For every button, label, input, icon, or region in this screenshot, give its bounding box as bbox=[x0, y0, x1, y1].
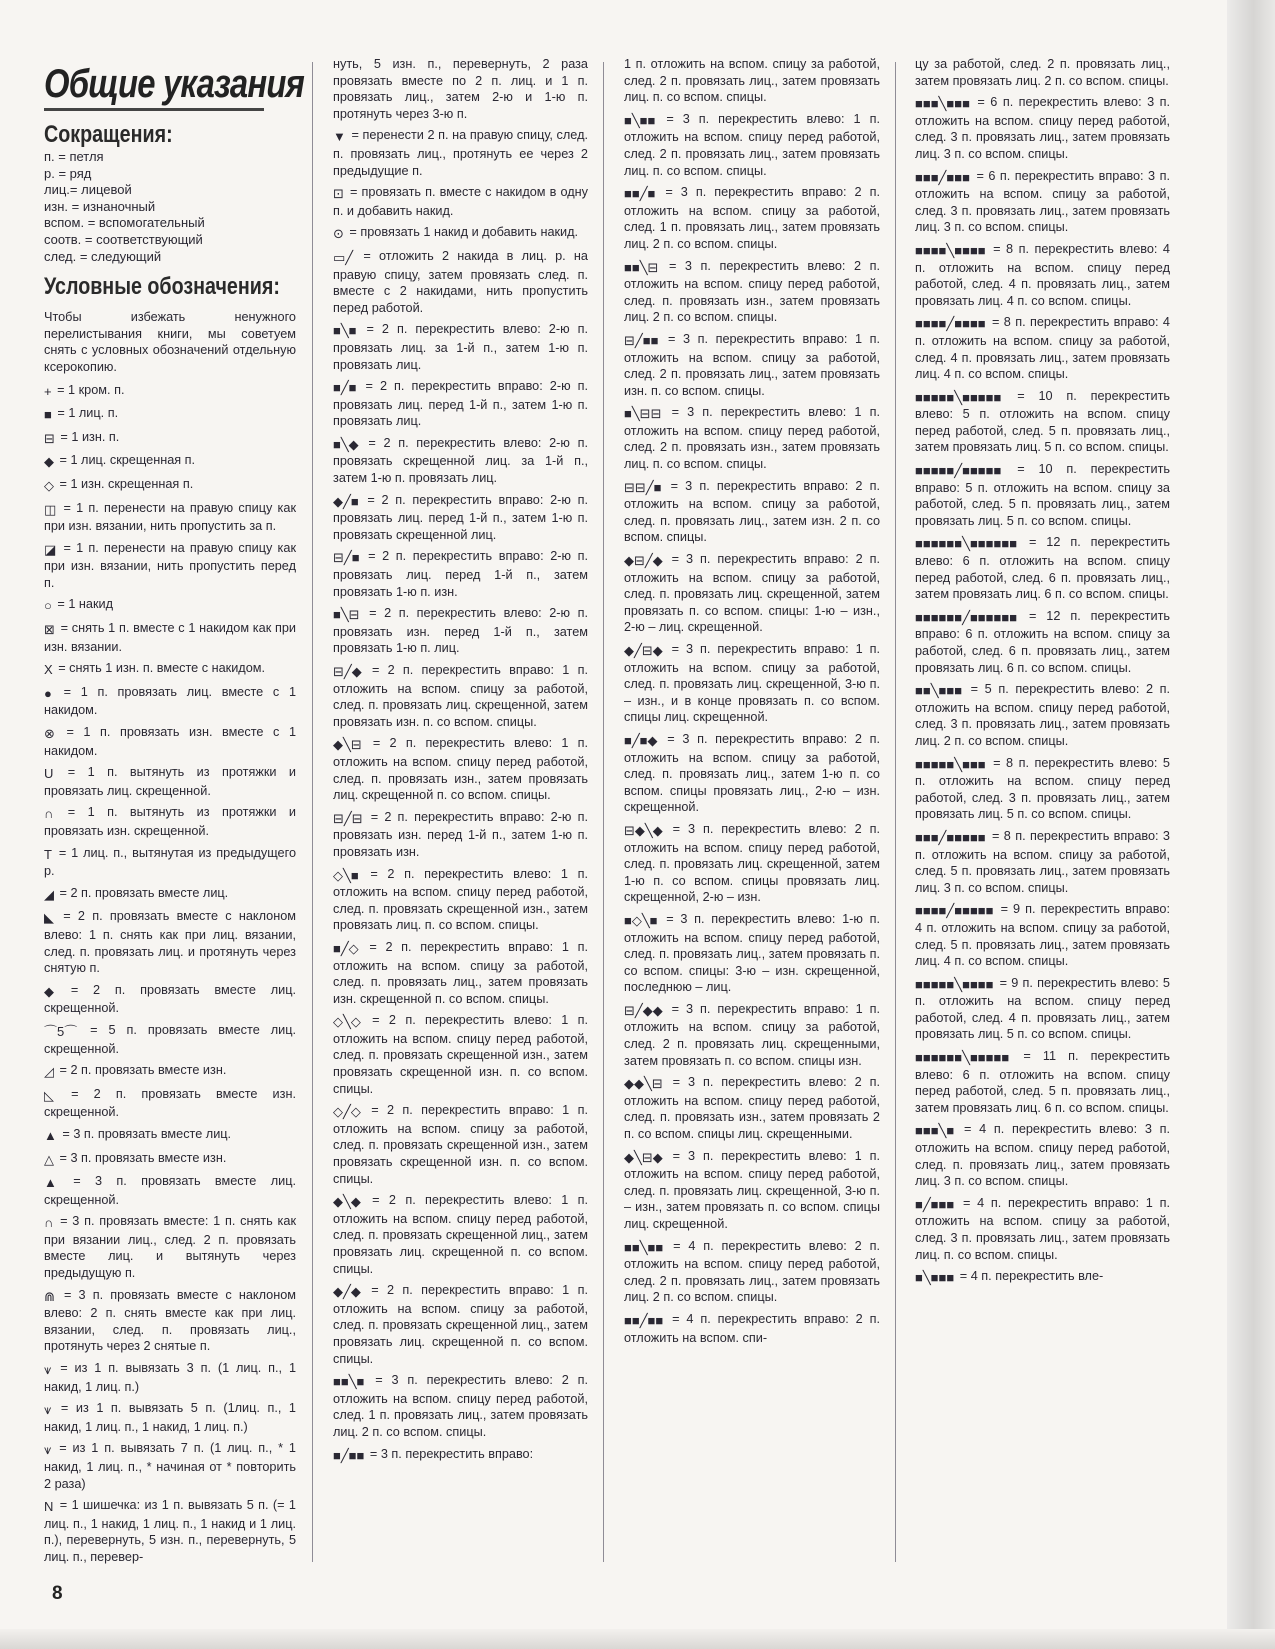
legend-entry bbox=[333, 605, 588, 657]
stitch-symbol-icon: ∩ bbox=[44, 1215, 54, 1231]
stitch-symbol-icon: ◇╲■ bbox=[333, 867, 359, 883]
stitch-symbol-icon: ◆ bbox=[44, 454, 54, 470]
continued-text: нуть, 5 изн. п., перевернуть, 2 раза провязать вместе по 2 п. лиц. и 1 п. провязать лиц., затем 2-ю и 1-ю п. протянуть через 3-ю п. bbox=[333, 57, 588, 121]
legend-entry bbox=[624, 258, 880, 326]
legend-entry bbox=[333, 435, 588, 487]
legend-text: = 2 п. перекрестить влево: 2-ю п. провязать лиц. за 1-й п., затем 1-ю п. провязать лиц. bbox=[333, 322, 588, 372]
stitch-symbol-icon: ■■■■■╲■■■■■ bbox=[915, 389, 1002, 405]
legend-entry bbox=[624, 404, 880, 472]
stitch-symbol-icon: △ bbox=[44, 1151, 54, 1167]
legend-text: = из 1 п. вывязать 3 п. (1 лиц. п., 1 накид, 1 лиц. п.) bbox=[44, 1361, 296, 1394]
legend-text: = 3 п. перекрестить вправо: 2 п. отложить на вспом. спицу за работой, след. п. провязать лиц. скрещенной, затем провязать п. со вспом. спицы: 1-ю – изн., 2-ю – лиц. скрещенной. bbox=[624, 552, 880, 635]
legend-entry bbox=[624, 184, 880, 252]
legend-text: = 2 п. перекрестить вправо: 1 п. отложить на вспом. спицу за работой, след. п. провязать лиц., затем провязать изн. скрещенной п. со вспом. спицы. bbox=[333, 939, 588, 1006]
legend-entry bbox=[915, 828, 1170, 896]
legend-text: = 3 п. перекрестить вправо: 2 п. отложить на вспом. спицу за работой, след. п. провязать лиц., затем 1-ю п. со вспом. спицы провязать лиц., 2-ю – изн. скрещенной. bbox=[624, 731, 880, 815]
legend-text: = из 1 п. вывязать 7 п. (1 лиц. п., * 1 накид, 1 лиц. п., * начиная от * повторить 2 раза) bbox=[44, 1441, 296, 1491]
stitch-symbol-icon: ■■■■■■╲■■■■■ bbox=[915, 1050, 1010, 1066]
legend-text: = 10 п. перекрестить влево: 5 п. отложить на вспом. спицу перед работой, след. 5 п. провязать лиц., затем провязать лиц. 5 п. со вспом. спицы. bbox=[915, 388, 1170, 455]
stitch-symbol-icon: ⩛ bbox=[44, 1362, 52, 1378]
legend-entry bbox=[44, 764, 296, 799]
legend-text: = 2 п. перекрестить влево: 1 п. отложить на вспом. спицу перед работой, след. п. провязать скрещенной изн., затем провязать лиц. п. со вспом. спицы. bbox=[333, 866, 588, 933]
stitch-symbol-icon: ⊗ bbox=[44, 726, 55, 742]
legend-entry bbox=[44, 620, 296, 655]
legend-text: = 6 п. перекрестить влево: 3 п. отложить на вспом. спицу перед работой, след. 3 п. провязать лиц., затем провязать лиц. 3 п. со вспом. спицы. bbox=[915, 95, 1170, 161]
legend-entry bbox=[44, 429, 296, 448]
column-4 bbox=[915, 56, 1170, 1292]
legend-text: = 2 п. перекрестить влево: 1 п. отложить на вспом. спицу перед работой, след. п. провязать скрещенной изн., затем провязать скрещенной изн. п. со вспом. спицы. bbox=[333, 1013, 588, 1096]
legend-text: = 3 п. перекрестить влево: 1 п. отложить на вспом. спицу перед работой, след. 2 п. провязать изн., затем провязать лиц. п. со вспом. спицы. bbox=[624, 405, 880, 472]
symbols-heading: Условные обозначения: bbox=[44, 273, 280, 301]
legend-entry bbox=[333, 248, 588, 316]
stitch-symbol-icon: ■■■■■■╱■■■■■■ bbox=[915, 609, 1018, 625]
stitch-symbol-icon: ⌒5⌒ bbox=[44, 1023, 78, 1039]
legend-text: = 3 п. перекрестить влево: 1-ю п. отложить на вспом. спицу перед работой, след. п. провязать лиц., затем провязать п. со вспом. спицы: 3-ю – изн. скрещенной, последнюю – лиц. bbox=[624, 911, 880, 995]
stitch-symbol-icon: ⊟╱◆ bbox=[333, 664, 362, 679]
legend-text: = 3 п. перекрестить влево: 2 п. отложить на вспом. спицу перед работой, след. п. провязать лиц. скрещенной, затем 1-ю п. со вспом. спицы провязать лиц. скрещенной, 2-ю – изн. bbox=[624, 821, 880, 905]
stitch-symbol-icon: ◆╱◆ bbox=[333, 1284, 361, 1300]
stitch-symbol-icon: ◣ bbox=[44, 910, 54, 926]
stitch-symbol-icon: ◇╲◇ bbox=[333, 1014, 361, 1030]
stitch-symbol-icon: ⊠ bbox=[44, 622, 55, 638]
legend-entry bbox=[624, 911, 880, 996]
legend-entry bbox=[44, 540, 296, 592]
legend-text: = 2 п. перекрестить влево: 1 п. отложить на вспом. спицу перед работой, след. п. провязать скрещенной лиц., затем провязать лиц. скрещенной п. со вспом. спицы. bbox=[333, 1193, 588, 1276]
legend-entry bbox=[44, 1126, 296, 1145]
legend-entry bbox=[333, 662, 588, 730]
legend-text: = 2 п. провязать вместе лиц. скрещенной. bbox=[44, 982, 296, 1016]
stitch-symbol-icon: ◺ bbox=[44, 1087, 54, 1103]
stitch-symbol-icon: ◪ bbox=[44, 541, 57, 557]
legend-text: = 10 п. перекрестить вправо: 5 п. отложить на вспом. спицу за работой, след. 5 п. провязать лиц., затем провязать лиц. 5 п. со вспом. спицы. bbox=[915, 462, 1170, 528]
legend-text: = 12 п. перекрестить вправо: 6 п. отложить на вспом. спицу за работой, след. 6 п. провязать лиц., затем провязать лиц. 6 п. со вспом. спицы. bbox=[915, 608, 1170, 675]
legend-entry bbox=[44, 1213, 296, 1281]
stitch-symbol-icon: ◆◆╲⊟ bbox=[624, 1076, 663, 1092]
legend-text: = 3 п. провязать вместе: 1 п. снять как при вязании лиц., след. 2 п. провязать вместе лиц. и вытянуть через предыдущую п. bbox=[44, 1214, 296, 1281]
legend-entry bbox=[915, 534, 1170, 602]
legend-entry bbox=[44, 596, 296, 615]
stitch-symbol-icon: ■╱■◆ bbox=[624, 732, 658, 748]
column-3 bbox=[624, 56, 880, 1351]
stitch-symbol-icon: ◇╱◇ bbox=[333, 1104, 361, 1120]
legend-entry bbox=[915, 1195, 1170, 1263]
legend-text: = 2 п. перекрестить вправо: 2-ю п. провязать лиц. перед 1-й п., затем 1-ю п. провязать лиц. bbox=[333, 379, 588, 429]
symbol-list-col4 bbox=[915, 94, 1170, 1287]
legend-text: = 3 п. перекрестить вправо: 1 п. отложить на вспом. спицу за работой, след. 2 п. провязать лиц., затем провязать изн. п. со вспом. спицы. bbox=[624, 331, 880, 398]
legend-text: = 8 п. перекрестить влево: 5 п. отложить на вспом. спицу перед работой, след. 3 п. провязать лиц., затем провязать лиц. 5 п. со вспом. спицы. bbox=[915, 755, 1170, 822]
legend-text: = 5 п. перекрестить влево: 2 п. отложить на вспом. спицу перед работой, след. 3 п. провязать лиц., затем провязать лиц. 2 п. со вспом. спицы. bbox=[915, 682, 1170, 748]
stitch-symbol-icon: ■■╱■■ bbox=[624, 1312, 664, 1328]
column-divider bbox=[603, 62, 604, 1562]
legend-entry bbox=[915, 168, 1170, 236]
legend-entry bbox=[333, 1372, 588, 1440]
stitch-symbol-icon: ▭╱ bbox=[333, 249, 354, 265]
abbreviation-item: след. = следующий bbox=[44, 248, 162, 264]
legend-entry bbox=[333, 809, 588, 861]
legend-entry bbox=[44, 982, 296, 1017]
abbreviation-item: изн. = изнаночный bbox=[44, 198, 156, 214]
legend-text: = 11 п. перекрестить влево: 6 п. отложить на вспом. спицу перед работой, след. 5 п. провязать лиц., затем провязать лиц. 6 п. со вспом. спицы. bbox=[915, 1049, 1170, 1115]
continued-text: 1 п. отложить на вспом. спицу за работой, след. 2 п. провязать лиц., затем провязать лиц. п. со вспом. спицы. bbox=[624, 57, 880, 105]
stitch-symbol-icon: ⊙ bbox=[333, 226, 344, 242]
legend-entry bbox=[624, 1148, 880, 1233]
stitch-symbol-icon: ⊟╱◆◆ bbox=[624, 1002, 663, 1018]
stitch-symbol-icon: U bbox=[44, 766, 54, 782]
abbreviation-item: соотв. = соответствующий bbox=[44, 231, 203, 247]
legend-entry bbox=[333, 378, 588, 430]
symbol-list-col3 bbox=[624, 111, 880, 1346]
legend-text: = 6 п. перекрестить вправо: 3 п. отложить на вспом. спицу за работой, след. 3 п. провязать лиц., затем провязать лиц. 3 п. со вспом. спицы. bbox=[915, 168, 1170, 235]
legend-entry bbox=[44, 1150, 296, 1169]
stitch-symbol-icon: ○ bbox=[44, 598, 52, 614]
legend-text: = 2 п. перекрестить влево: 2-ю п. провязать скрещенной лиц. за 1-й п., затем 1-ю п. провязать лиц. bbox=[333, 435, 588, 486]
legend-text: = 8 п. перекрестить вправо: 4 п. отложить на вспом. спицу за работой, след. 4 п. провязать лиц., затем провязать лиц. 4 п. со вспом. спицы. bbox=[915, 315, 1170, 382]
stitch-symbol-icon: ⊟⊟╱■ bbox=[624, 479, 662, 495]
legend-text: = 1 п. перенести на правую спицу как при изн. вязании, нить пропустить перед п. bbox=[44, 540, 296, 590]
column-divider bbox=[312, 62, 313, 1562]
legend-text: = 2 п. перекрестить вправо: 1 п. отложить на вспом. спицу за работой, след. п. провязать скрещенной изн., затем провязать скрещенной изн. п. со вспом. спицы. bbox=[333, 1103, 588, 1186]
intro-text: Чтобы избежать ненужного перелистывания книги, мы советуем снять с условных обозначений отдельную ксерокопию. bbox=[44, 310, 296, 374]
legend-entry bbox=[624, 731, 880, 816]
legend-text: = 1 лиц. п. bbox=[53, 406, 119, 421]
legend-text: = 3 п. перекрестить влево: 2 п. отложить на вспом. спицу перед работой, след. п. провязать изн., затем провязать лиц. 2 п. со вспом. спицы. bbox=[624, 258, 880, 325]
legend-entry bbox=[915, 241, 1170, 309]
legend-text: = 9 п. перекрестить влево: 5 п. отложить на вспом. спицу перед работой, след. 4 п. провязать лиц., затем провязать лиц. 5 п. со вспом. спицы. bbox=[915, 975, 1170, 1042]
legend-entry bbox=[44, 660, 296, 679]
legend-text: = 4 п. перекрестить вле- bbox=[956, 1269, 1104, 1284]
abbreviation-item: вспом. = вспомогательный bbox=[44, 215, 205, 231]
page-title: Общие указания bbox=[44, 62, 305, 106]
continued-text: цу за работой, след. 2 п. провязать лиц., затем провязать лиц. 2 п. со вспом. спицы. bbox=[915, 57, 1170, 88]
abbreviations-heading: Сокращения: bbox=[44, 121, 173, 148]
legend-text: = 2 п. перекрестить вправо: 2-ю п. провязать лиц. перед 1-й п., затем провязать 1-ю п. изн. bbox=[333, 549, 588, 599]
legend-entry bbox=[915, 1121, 1170, 1189]
legend-text: = 3 п. перекрестить влево: 2 п. отложить на вспом. спицу перед работой, след. 1 п. провязать лиц., затем провязать лиц. 2 п. со вспом. спицы. bbox=[333, 1373, 588, 1439]
legend-entry bbox=[44, 1062, 296, 1081]
legend-text: = из 1 п. вывязать 5 п. (1лиц. п., 1 накид, 1 лиц. п., 1 накид, 1 лиц. п.) bbox=[44, 1401, 296, 1434]
legend-text: = 3 п. перекрестить влево: 1 п. отложить на вспом. спицу перед работой, след. 2 п. провязать лиц., затем провязать лиц. п. со вспом. спицы. bbox=[624, 111, 880, 178]
legend-text: = 4 п. перекрестить влево: 3 п. отложить на вспом. спицу перед работой, след. п. провязать лиц., затем провязать лиц. 3 п. со вспом. спицы. bbox=[915, 1122, 1170, 1189]
legend-text: = 1 п. вытянуть из протяжки и провязать изн. скрещенной. bbox=[44, 805, 296, 838]
legend-text: = 2 п. провязать вместе изн. скрещенной. bbox=[44, 1086, 296, 1120]
stitch-symbol-icon: ■◇╲■ bbox=[624, 912, 658, 928]
legend-text: = провязать 1 накид и добавить накид. bbox=[345, 225, 579, 240]
abbreviation-item: р. = ряд bbox=[44, 165, 92, 181]
stitch-symbol-icon: ◆ bbox=[44, 983, 54, 999]
stitch-symbol-icon: ■■╲■ bbox=[333, 1374, 365, 1390]
legend-entry bbox=[333, 735, 588, 803]
legend-text: = 4 п. перекрестить вправо: 1 п. отложить на вспом. спицу за работой, след. 3 п. провязать лиц., затем провязать лиц. п. со вспом. спицы. bbox=[915, 1195, 1170, 1262]
legend-text: = 2 п. провязать вместе изн. bbox=[56, 1063, 227, 1078]
stitch-symbol-icon: ⊟◆╲◆ bbox=[624, 822, 663, 838]
legend-entry bbox=[624, 331, 880, 399]
legend-text: = 2 п. перекрестить влево: 1 п. отложить на вспом. спицу перед работой, след. п. провязать изн., затем провязать лиц. скрещенной п. со вспом. спицы. bbox=[333, 736, 588, 803]
legend-text: = 2 п. перекрестить вправо: 2-ю п. провязать изн. перед 1-й п., затем 1-ю п. провязать изн. bbox=[333, 809, 588, 859]
legend-entry bbox=[915, 901, 1170, 969]
legend-entry bbox=[333, 1192, 588, 1277]
stitch-symbol-icon: ■╱◇ bbox=[333, 940, 359, 956]
legend-text: = 1 п. провязать лиц. вместе с 1 накидом. bbox=[44, 684, 296, 718]
title-underline bbox=[44, 108, 264, 111]
legend-entry bbox=[624, 551, 880, 636]
legend-entry bbox=[44, 405, 296, 424]
stitch-symbol-icon: ∩ bbox=[44, 806, 54, 822]
stitch-symbol-icon: ◆╲⊟◆ bbox=[624, 1149, 663, 1165]
legend-entry bbox=[915, 608, 1170, 676]
legend-entry bbox=[333, 939, 588, 1007]
legend-entry bbox=[44, 885, 296, 904]
stitch-symbol-icon: ■■╲■■■ bbox=[915, 683, 963, 699]
legend-entry bbox=[333, 548, 588, 600]
legend-entry bbox=[44, 908, 296, 976]
stitch-symbol-icon: ■■■╲■ bbox=[915, 1123, 955, 1139]
legend-entry bbox=[44, 1360, 296, 1395]
stitch-symbol-icon: ▲ bbox=[44, 1127, 57, 1143]
stitch-symbol-icon: ■■■■╱■■■■■ bbox=[915, 903, 994, 919]
stitch-symbol-icon: + bbox=[44, 383, 52, 399]
legend-entry bbox=[44, 845, 296, 880]
legend-text: = 3 п. провязать вместе лиц. bbox=[58, 1126, 232, 1141]
legend-entry bbox=[915, 1268, 1170, 1287]
stitch-symbol-icon: ● bbox=[44, 685, 52, 701]
legend-text: = отложить 2 накида в лиц. р. на правую спицу, затем провязать след. п. вместе с 2 накидами, нить пропустить перед работой. bbox=[333, 248, 588, 315]
legend-entry bbox=[44, 684, 296, 719]
legend-entry bbox=[624, 478, 880, 546]
stitch-symbol-icon: ■╲■ bbox=[333, 323, 357, 339]
legend-text: = 2 п. перекрестить влево: 2-ю п. провязать изн. перед 1-й п., затем провязать 1-ю п. лиц. bbox=[333, 606, 588, 656]
stitch-symbol-icon: ⊟╱⊟ bbox=[333, 810, 363, 826]
legend-entry bbox=[333, 1012, 588, 1097]
legend-text: = 1 п. вытянуть из протяжки и провязать лиц. скрещенной. bbox=[44, 765, 296, 798]
stitch-symbol-icon: ⊟ bbox=[44, 430, 55, 446]
legend-entry bbox=[44, 500, 296, 535]
legend-text: = снять 1 изн. п. вместе с накидом. bbox=[54, 661, 266, 676]
legend-entry bbox=[333, 321, 588, 373]
column-1 bbox=[44, 56, 305, 1571]
legend-text: = 1 п. перенести на правую спицу как при изн. вязании, нить пропустить за п. bbox=[44, 500, 296, 534]
stitch-symbol-icon: ◆╱■ bbox=[333, 493, 359, 509]
stitch-symbol-icon: ◆╲◆ bbox=[333, 1194, 361, 1210]
legend-entry bbox=[915, 975, 1170, 1043]
abbreviations-list bbox=[44, 149, 296, 265]
abbreviation-item: лиц.= лицевой bbox=[44, 182, 132, 198]
legend-entry bbox=[333, 127, 588, 179]
stitch-symbol-icon: ■╱■ bbox=[333, 380, 357, 396]
stitch-symbol-icon: X bbox=[44, 662, 53, 678]
legend-entry bbox=[44, 1086, 296, 1121]
stitch-symbol-icon: ■■■■╱■■■■ bbox=[915, 316, 986, 332]
legend-entry bbox=[333, 224, 588, 243]
legend-text: = 3 п. перекрестить вправо: 1 п. отложить на вспом. спицу за работой, след. 2 п. провязать лиц. скрещенными, затем провязать п. со вспом. спицы изн. bbox=[624, 1001, 880, 1068]
stitch-symbol-icon: N bbox=[44, 1499, 54, 1515]
stitch-symbol-icon: ■╱■■■ bbox=[915, 1196, 955, 1212]
stitch-symbol-icon: ⊟╱■ bbox=[333, 550, 360, 566]
stitch-symbol-icon: ■■■■■╲■■■ bbox=[915, 756, 986, 772]
legend-text: = 3 п. перекрестить вправо: bbox=[366, 1446, 534, 1461]
legend-text: = 2 п. перекрестить вправо: 1 п. отложить на вспом. спицу за работой, след. п. провязать скрещенной лиц., затем провязать лиц. скрещенной п. со вспом. спицы. bbox=[333, 1283, 588, 1366]
stitch-symbol-icon: ◆╲⊟ bbox=[333, 737, 362, 753]
legend-entry bbox=[915, 755, 1170, 823]
legend-text: = провязать п. вместе с накидом в одну п. и добавить накид. bbox=[333, 185, 588, 218]
stitch-symbol-icon: ■╲⊟ bbox=[333, 607, 360, 623]
stitch-symbol-icon: ■╲◆ bbox=[333, 436, 359, 452]
legend-entry bbox=[333, 1282, 588, 1367]
legend-text: = 3 п. перекрестить вправо: 2 п. отложить на вспом. спицу за работой, след. 1 п. провязать лиц., затем провязать лиц. 2 п. со вспом. спицы. bbox=[624, 185, 880, 251]
stitch-symbol-icon: ◢ bbox=[44, 886, 54, 902]
stitch-symbol-icon: ⩛ bbox=[44, 1442, 52, 1458]
legend-text: = 5 п. провязать вместе лиц. скрещенной. bbox=[44, 1022, 296, 1056]
legend-text: = 1 изн. п. bbox=[56, 429, 120, 444]
legend-text: = 2 п. провязать вместе с наклоном влево: 1 п. снять как при лиц. вязании, след. п. провязать лиц. и протянуть через снятую п. bbox=[44, 909, 296, 976]
legend-text: = 3 п. провязать вместе лиц. скрещенной. bbox=[44, 1174, 296, 1207]
legend-entry bbox=[915, 314, 1170, 382]
legend-text: = 12 п. перекрестить влево: 6 п. отложить на вспом. спицу перед работой, след. 6 п. провязать лиц., затем провязать лиц. 6 п. со вспом. спицы. bbox=[915, 535, 1170, 602]
stitch-symbol-icon: ⊟╱■■ bbox=[624, 332, 659, 348]
legend-text: = 3 п. перекрестить вправо: 2 п. отложить на вспом. спицу за работой, след. п. провязать лиц., затем изн. 2 п. со вспом. спицы. bbox=[624, 478, 880, 545]
legend-entry bbox=[44, 1400, 296, 1435]
legend-entry bbox=[333, 1102, 588, 1187]
legend-text: = 1 лиц. скрещенная п. bbox=[56, 453, 196, 468]
legend-entry bbox=[44, 1173, 296, 1208]
legend-entry bbox=[333, 866, 588, 934]
legend-text: = 3 п. перекрестить влево: 1 п. отложить на вспом. спицу перед работой, след. п. провязать лиц. скрещенной, 3-ю п. – изн., затем провязать п. со вспом. спицы лиц. скрещенной. bbox=[624, 1148, 880, 1231]
legend-entry bbox=[44, 1497, 296, 1565]
stitch-symbol-icon: ◆╱⊟◆ bbox=[624, 643, 663, 658]
legend-text: = 1 изн. скрещенная п. bbox=[56, 476, 194, 491]
stitch-symbol-icon: ■■╲■■ bbox=[624, 1239, 664, 1255]
legend-entry bbox=[44, 1287, 296, 1355]
legend-text: = перенести 2 п. на правую спицу, след. п. провязать лиц., протянуть ее через 2 предыдущие п. bbox=[333, 128, 588, 178]
legend-entry bbox=[915, 461, 1170, 529]
legend-text: = 2 п. перекрестить вправо: 2-ю п. провязать лиц. перед 1-й п., затем 1-ю п. провязать скрещенной лиц. bbox=[333, 492, 588, 542]
stitch-symbol-icon: ■╲⊟⊟ bbox=[624, 406, 662, 422]
legend-entry bbox=[915, 388, 1170, 456]
legend-entry bbox=[915, 681, 1170, 749]
stitch-symbol-icon: ▲ bbox=[44, 1175, 57, 1191]
stitch-symbol-icon: ◫ bbox=[44, 501, 57, 517]
legend-entry bbox=[915, 1048, 1170, 1116]
legend-text: = 3 п. провязать вместе с наклоном влево: 2 п. снять вместе как при лиц. вязании, след. п. провязать лиц., протянуть через 2 снятые п. bbox=[44, 1287, 296, 1354]
legend-text: = 2 п. провязать вместе лиц. bbox=[56, 885, 229, 900]
legend-entry bbox=[44, 452, 296, 471]
column-2 bbox=[333, 56, 588, 1469]
stitch-symbol-icon: ⊡ bbox=[333, 186, 344, 202]
stitch-symbol-icon: ◿ bbox=[44, 1064, 54, 1080]
stitch-symbol-icon: ■■■╱■■■ bbox=[915, 169, 970, 185]
stitch-symbol-icon: ▼ bbox=[333, 129, 346, 145]
stitch-symbol-icon: T bbox=[44, 846, 52, 862]
stitch-symbol-icon: ◇ bbox=[44, 477, 54, 493]
legend-entry bbox=[624, 1238, 880, 1306]
stitch-symbol-icon: ⩛ bbox=[44, 1402, 52, 1418]
stitch-symbol-icon: ■■■■■■╲■■■■■■ bbox=[915, 536, 1018, 552]
stitch-symbol-icon: ■■■■╲■■■■ bbox=[915, 242, 986, 258]
legend-text: = 1 накид bbox=[53, 597, 114, 612]
stitch-symbol-icon: ■■■■■╱■■■■■ bbox=[915, 463, 1002, 479]
stitch-symbol-icon: ■╲■■ bbox=[624, 112, 656, 128]
legend-text: = 8 п. перекрестить вправо: 3 п. отложить на вспом. спицу за работой, след. 5 п. провязать лиц., затем провязать лиц. 3 п. со вспом. спицы. bbox=[915, 828, 1170, 895]
legend-entry bbox=[624, 821, 880, 906]
legend-entry bbox=[624, 1074, 880, 1142]
stitch-symbol-icon: ■■╱■ bbox=[624, 186, 656, 202]
page-binding-edge bbox=[1227, 0, 1275, 1649]
legend-text: = 3 п. провязать вместе изн. bbox=[56, 1150, 227, 1165]
legend-entry bbox=[624, 111, 880, 179]
legend-text: = 1 лиц. п., вытянутая из предыдущего р. bbox=[44, 845, 296, 879]
legend-entry bbox=[44, 382, 296, 401]
stitch-symbol-icon: ■╱■■ bbox=[333, 1447, 365, 1463]
legend-text: = 8 п. перекрестить влево: 4 п. отложить на вспом. спицу перед работой, след. 4 п. провязать лиц., затем провязать лиц. 4 п. со вспом. спицы. bbox=[915, 241, 1170, 308]
stitch-symbol-icon: ■■╲⊟ bbox=[624, 259, 659, 275]
legend-text: = 2 п. перекрестить вправо: 1 п. отложить на вспом. спицу за работой, след. п. провязать лиц. скрещенной, затем провязать изн. п. со вспом. спицы. bbox=[333, 663, 588, 729]
legend-entry bbox=[915, 94, 1170, 162]
symbol-list-col1 bbox=[44, 382, 296, 1566]
legend-entry bbox=[44, 1440, 296, 1492]
stitch-symbol-icon: ◆⊟╱◆ bbox=[624, 553, 663, 569]
legend-entry bbox=[333, 184, 588, 219]
legend-entry bbox=[44, 724, 296, 759]
stitch-symbol-icon: ■╲■■■ bbox=[915, 1270, 955, 1286]
legend-text: = 1 кром. п. bbox=[53, 382, 125, 397]
legend-entry bbox=[333, 492, 588, 544]
page-bottom-edge bbox=[0, 1629, 1275, 1649]
legend-entry bbox=[44, 1022, 296, 1057]
stitch-symbol-icon: ■■■╲■■■ bbox=[915, 96, 970, 112]
legend-text: = 3 п. перекрестить вправо: 1 п. отложить на вспом. спицу за работой, след. п. провязать лиц. скрещенной, 3-ю п. – изн., и в конце провязать п. со вспом. спицы лиц. скрещенной. bbox=[624, 642, 880, 725]
legend-text: = 9 п. перекрестить вправо: 4 п. отложить на вспом. спицу за работой, след. 5 п. провязать лиц., затем провязать лиц. 4 п. со вспом. спицы. bbox=[915, 902, 1170, 969]
legend-text: = снять 1 п. вместе с 1 накидом как при изн. вязании. bbox=[44, 621, 296, 654]
legend-text: = 1 п. провязать изн. вместе с 1 накидом. bbox=[44, 725, 296, 758]
legend-text: = 4 п. перекрестить влево: 2 п. отложить на вспом. спицу перед работой, след. 2 п. провязать лиц., затем провязать лиц. 2 п. со вспом. спицы. bbox=[624, 1238, 880, 1305]
abbreviation-item: п. = петля bbox=[44, 149, 104, 164]
legend-entry bbox=[624, 1311, 880, 1346]
legend-text: = 3 п. перекрестить влево: 2 п. отложить на вспом. спицу перед работой, след. п. провязать изн., затем провязать 2 п. со вспом. спицы лиц. скрещенными. bbox=[624, 1075, 880, 1142]
page-number: 8 bbox=[52, 1583, 63, 1604]
legend-entry bbox=[624, 641, 880, 726]
stitch-symbol-icon: ⋒ bbox=[44, 1288, 55, 1304]
legend-entry bbox=[44, 476, 296, 495]
column-divider bbox=[895, 62, 896, 1562]
legend-entry bbox=[44, 804, 296, 839]
legend-text: = 4 п. перекрестить вправо: 2 п. отложить на вспом. спи- bbox=[624, 1311, 880, 1345]
legend-entry bbox=[333, 1446, 588, 1465]
stitch-symbol-icon: ■■■■■╲■■■■ bbox=[915, 976, 994, 992]
legend-entry bbox=[624, 1001, 880, 1069]
stitch-symbol-icon: ■■■╱■■■■■ bbox=[915, 829, 986, 845]
stitch-symbol-icon: ■ bbox=[44, 407, 52, 423]
legend-text: = 1 шишечка: из 1 п. вывязать 5 п. (= 1 лиц. п., 1 накид, 1 лиц. п., 1 накид и 1 лиц. п.), перевернуть, 5 изн. п., перевернуть, 5 лиц. п., перевер- bbox=[44, 1498, 296, 1564]
symbol-list-col2 bbox=[333, 127, 588, 1464]
